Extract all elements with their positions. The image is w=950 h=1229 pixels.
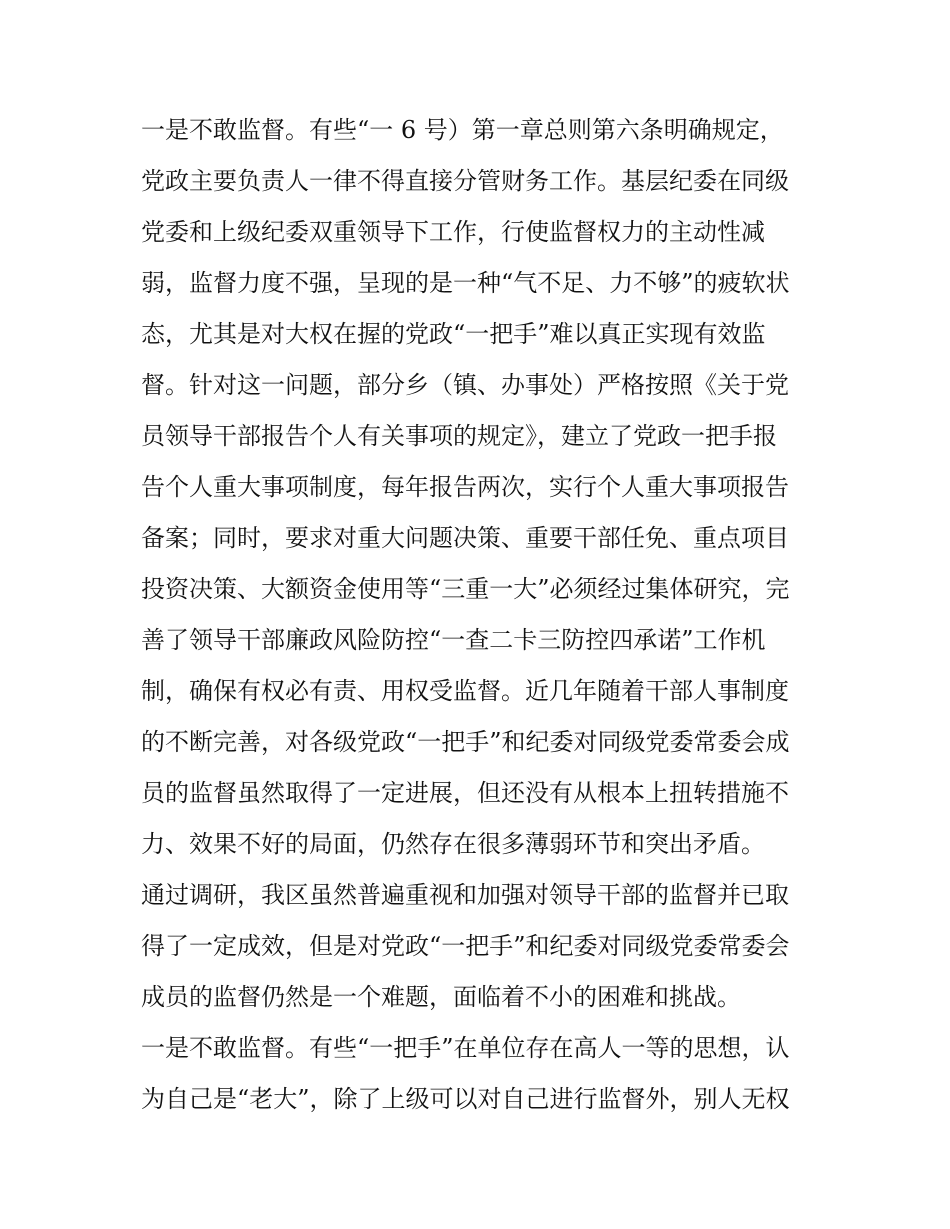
text-line: 告个人重大事项制度，每年报告两次，实行个人重大事项报告 [141,473,789,501]
text-line: 党政主要负责人一律不得直接分管财务工作。基层纪委在同级 [141,167,789,195]
text-line: 员领导干部报告个人有关事项的规定》，建立了党政一把手报 [141,422,777,450]
text-line: 态，尤其是对大权在握的党政“一把手”难以真正实现有效监 [141,320,766,348]
text-line: 得了一定成效，但是对党政“一把手”和纪委对同级党委常委会 [141,932,790,960]
text-line: 员的监督虽然取得了一定进展，但还没有从根本上扭转措施不 [141,779,789,807]
text-line: 的不断完善，对各级党政“一把手”和纪委对同级党委常委会成 [141,728,790,756]
text-line: 弱，监督力度不强，呈现的是一种“气不足、力不够”的疲软状 [141,269,790,297]
text-line: 督。针对这一问题，部分乡（镇、办事处）严格按照《关于党 [141,371,789,399]
text-line: 投资决策、大额资金使用等“三重一大”必须经过集体研究，完 [141,575,790,603]
text-line: 党委和上级纪委双重领导下工作，行使监督权力的主动性减 [141,218,765,246]
text-line: 善了领导干部廉政风险防控“一查二卡三防控四承诺”工作机 [141,626,766,654]
text-line: 力、效果不好的局面，仍然存在很多薄弱环节和突出矛盾。 [141,830,765,858]
text-line: 制，确保有权必有责、用权受监督。近几年随着干部人事制度 [141,677,789,705]
text-line: 成员的监督仍然是一个难题，面临着不小的困难和挑战。 [141,983,741,1011]
text-line: 一是不敢监督。有些“一 6 号）第一章总则第六条明确规定， [141,116,784,144]
text-line: 为自己是“老大”，除了上级可以对自己进行监督外，别人无权 [141,1085,790,1113]
text-line: 一是不敢监督。有些“一把手”在单位存在高人一等的思想，认 [141,1034,790,1062]
text-line: 备案；同时，要求对重大问题决策、重要干部任免、重点项目 [141,524,789,552]
text-line: 通过调研，我区虽然普遍重视和加强对领导干部的监督并已取 [141,881,789,909]
